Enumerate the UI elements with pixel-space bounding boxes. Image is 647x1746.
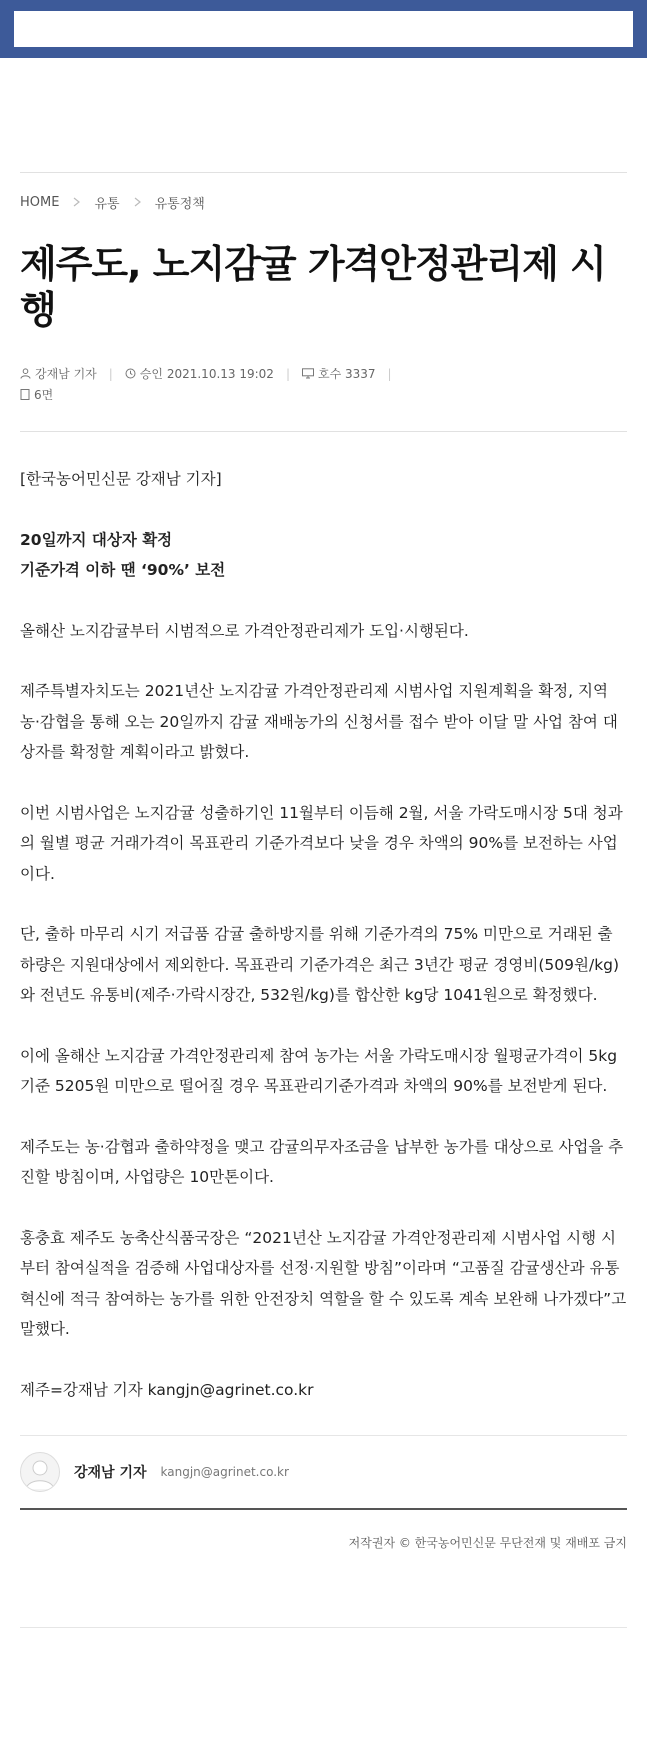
article-paragraph: 홍충효 제주도 농축산식품국장은 “2021년산 노지감귤 가격안정관리제 시범사업 시행 시부터 참여실적을 검증해 사업대상자를 선정·지원할 방침”이라며 “고품질 감귤생산과 유통혁신에 적극 참여하는 농가를 위한 안전장치 역할을 할 수 있도록 계속 보완해 나가겠다”고 말했다. <box>20 1228 627 1339</box>
article-title: 제주도, 노지감귤 가격안정관리제 시행 <box>20 242 606 332</box>
person-icon <box>20 368 31 379</box>
meta-page <box>20 386 627 403</box>
meta-page-label: 6면 <box>34 388 54 403</box>
meta-issue-label: 호수 3337 <box>317 367 376 382</box>
copyright-notice: 저작권자 © 한국농어민신문 무단전재 및 재배포 금지 <box>348 1536 627 1551</box>
article-paragraph: 이번 시범사업은 노지감귤 성출하기인 11월부터 이듬해 2월, 서울 가락도매시장 5대 청과의 월별 평균 거래가격이 목표관리 기준가격보다 낮을 경우 차액의 90%를 보전하는 사업이다. <box>20 803 623 883</box>
author-name[interactable]: 강재남 기자 <box>74 1465 147 1482</box>
author-email[interactable]: kangjn@agrinet.co.kr <box>160 1465 289 1480</box>
meta-approved-label: 승인 2021.10.13 19:02 <box>139 367 274 382</box>
breadcrumb <box>20 193 627 212</box>
author-box <box>20 1435 627 1510</box>
article-intro: [한국농어민신문 강재남 기자] <box>20 470 222 489</box>
meta-issue <box>302 365 376 382</box>
article-paragraph: 단, 출하 마무리 시기 저급품 감귤 출하방지를 위해 기준가격의 75% 미만으로 거래된 출하량은 지원대상에서 제외한다. 목표관리 기준가격은 최근 3년간 평균 경영비(509원/kg)와 전년도 유통비(제주·가락시장간, 532원/kg)를 합산한 kg당 1041원으로 확정했다. <box>20 925 620 1005</box>
meta-reporter[interactable] <box>20 365 97 382</box>
top-header-bar <box>0 0 647 58</box>
article-paragraph: 제주도는 농·감협과 출하약정을 맺고 감귤의무자조금을 납부한 농가를 대상으로 사업을 추진할 방침이며, 사업량은 10만톤이다. <box>20 1137 624 1187</box>
breadcrumb-home[interactable]: HOME <box>20 195 60 210</box>
article-subtitle <box>20 525 627 586</box>
meta-approved <box>125 365 274 382</box>
article-body <box>20 464 627 1405</box>
clock-icon <box>125 368 136 379</box>
divider <box>20 431 627 432</box>
article-paragraph: 이에 올해산 노지감귤 가격안정관리제 참여 농가는 서울 가락도매시장 월평균가격이 5kg 기준 5205원 미만으로 떨어질 경우 목표관리기준가격과 차액의 90%를 보전받게 된다. <box>20 1046 618 1096</box>
meta-divider: | <box>285 366 290 381</box>
divider <box>20 1627 627 1628</box>
article-meta <box>20 365 627 403</box>
article-paragraph: 제주특별자치도는 2021년산 노지감귤 가격안정관리제 시범사업 지원계획을 확정, 지역 농·감협을 통해 오는 20일까지 감귤 재배농가의 신청서를 접수 받아 이달 말 사업 참여 대상자를 확정할 계획이라고 밝혔다. <box>20 682 618 762</box>
subtitle-line: 20일까지 대상자 확정 <box>20 530 173 549</box>
avatar[interactable] <box>20 1452 60 1492</box>
meta-divider: | <box>387 366 392 381</box>
article-container <box>20 172 627 1628</box>
chevron-right-icon <box>73 196 80 210</box>
monitor-icon <box>302 368 314 379</box>
breadcrumb-level1[interactable]: 유통 <box>94 197 120 212</box>
search-input[interactable] <box>14 11 633 47</box>
article-paragraph: 올해산 노지감귤부터 시범적으로 가격안정관리제가 도입·시행된다. <box>20 621 469 640</box>
divider <box>20 172 627 173</box>
article-paragraph: 제주=강재남 기자 kangjn@agrinet.co.kr <box>20 1380 314 1399</box>
avatar-placeholder-icon <box>21 1453 59 1491</box>
breadcrumb-level2[interactable]: 유통정책 <box>154 197 205 212</box>
subtitle-line: 기준가격 이하 땐 ‘90%’ 보전 <box>20 561 226 580</box>
meta-divider: | <box>108 366 113 381</box>
chevron-right-icon <box>134 196 141 210</box>
page-icon <box>20 389 30 400</box>
meta-reporter-label: 강재남 기자 <box>35 367 97 382</box>
